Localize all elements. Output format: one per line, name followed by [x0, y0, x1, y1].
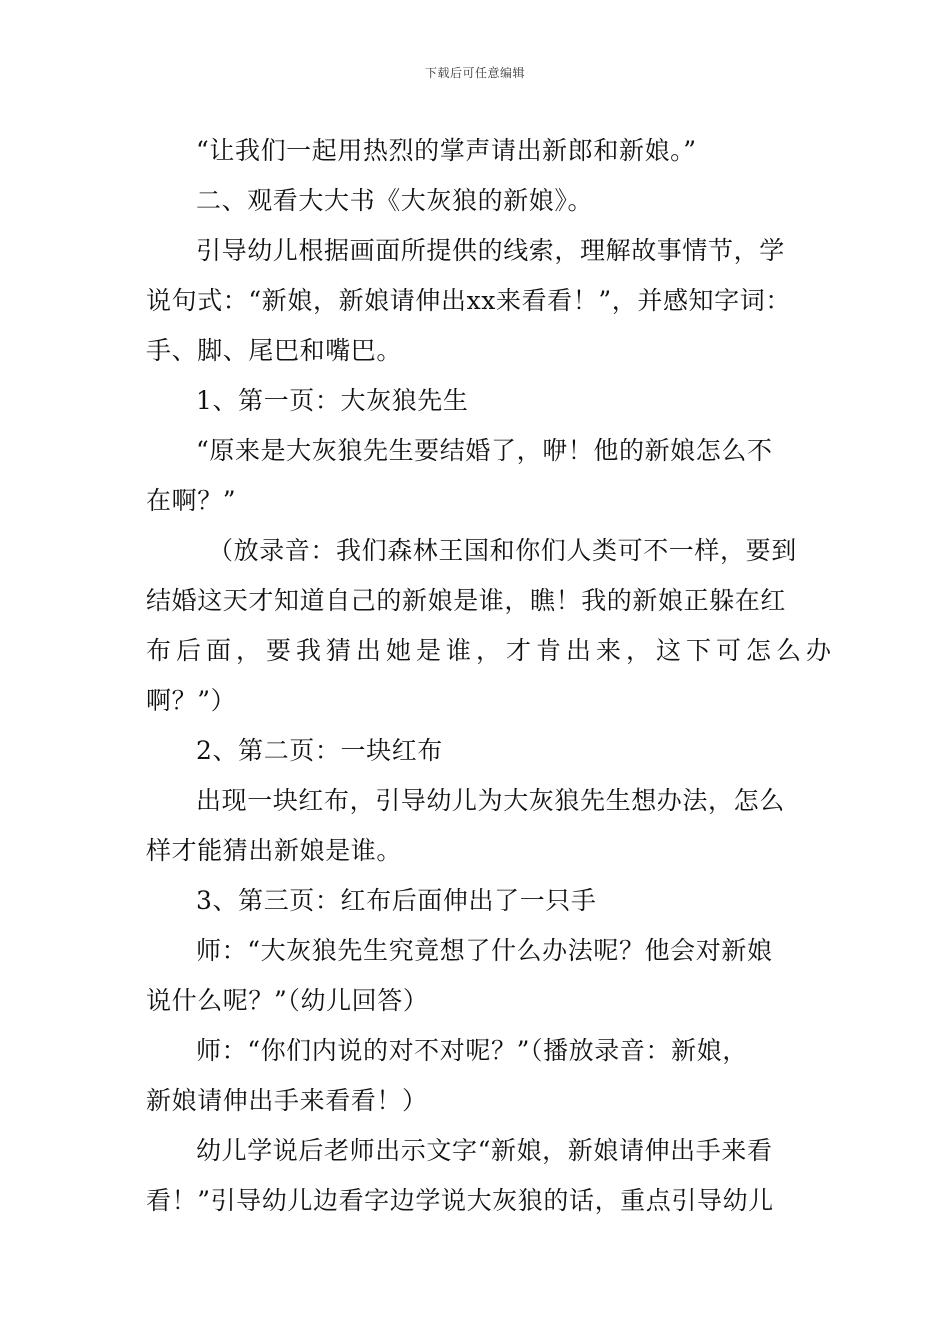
paragraph-line: 幼儿学说后老师出示文字“新娘，新娘请伸出手来看 [196, 1136, 773, 1165]
paragraph-line: 出现一块红布，引导幼儿为大灰狼先生想办法，怎么 [196, 786, 785, 815]
paragraph-line: 在啊？” [146, 486, 237, 515]
paragraph-line: （放录音：我们森林王国和你们人类可不一样，要到 [208, 536, 797, 565]
paragraph-line: 结婚这天才知道自己的新娘是谁，瞧！我的新娘正躲在红 [146, 586, 787, 615]
paragraph-line: 说句式：“新娘，新娘请伸出xx来看看！”，并感知字词： [146, 286, 791, 315]
subsection-heading: 1、第一页：大灰狼先生 [196, 386, 469, 415]
paragraph-line: 样才能猜出新娘是谁。 [146, 836, 403, 865]
paragraph-line: 师：“大灰狼先生究竟想了什么办法呢？他会对新娘 [196, 936, 773, 965]
paragraph-line: 说什么呢？”（幼儿回答） [146, 986, 429, 1015]
section-heading: 二、观看大大书《大灰狼的新娘》。 [196, 186, 594, 215]
paragraph-line: 手、脚、尾巴和嘴巴。 [146, 336, 403, 365]
paragraph-line: 引导幼儿根据画面所提供的线索，理解故事情节，学 [196, 236, 785, 265]
paragraph-line: 师：“你们内说的对不对呢？”（播放录音：新娘， [196, 1036, 748, 1065]
paragraph-line: 看！”引导幼儿边看字边学说大灰狼的话，重点引导幼儿 [146, 1186, 774, 1215]
subsection-heading: 2、第二页：一块红布 [196, 736, 443, 765]
paragraph-line: 布后面，要我猜出她是谁，才肯出来，这下可怎么办 [146, 636, 837, 665]
paragraph-line: “让我们一起用热烈的掌声请出新郎和新娘。” [196, 136, 697, 165]
page-header-note: 下载后可任意编辑 [424, 66, 525, 80]
paragraph-line: 新娘请伸出手来看看！） [146, 1086, 428, 1115]
subsection-heading: 3、第三页：红布后面伸出了一只手 [196, 886, 597, 915]
document-body [146, 126, 837, 1226]
paragraph-line: 啊？”） [146, 686, 237, 715]
paragraph-line: “原来是大灰狼先生要结婚了，咿！他的新娘怎么不 [196, 436, 773, 465]
